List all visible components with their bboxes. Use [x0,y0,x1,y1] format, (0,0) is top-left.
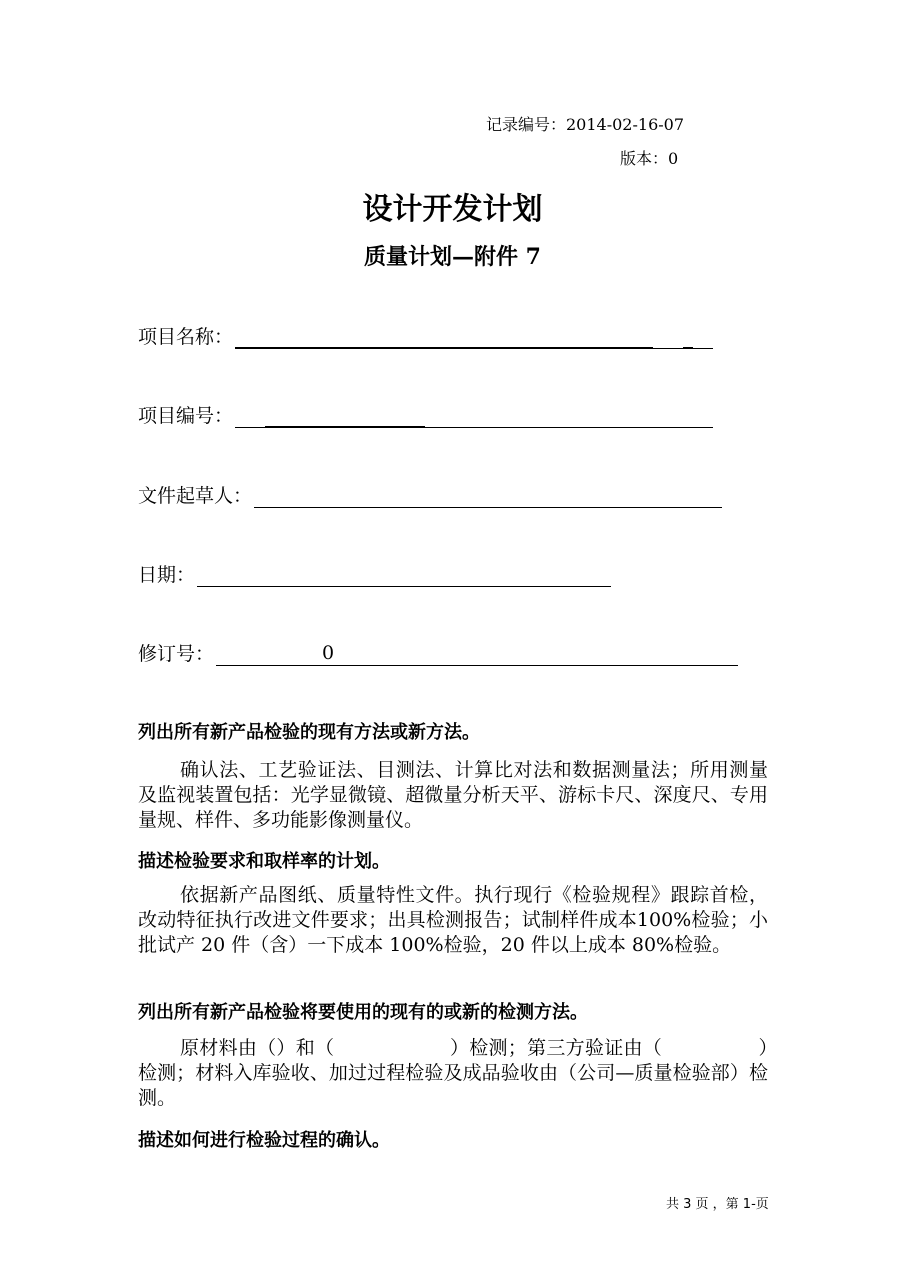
drafter-field [138,481,722,508]
date-line [197,564,611,587]
document-title: 设计开发计划 [362,192,543,227]
revision-line [216,643,738,666]
section-body-3: 原材料由（）和（ ）检测；第三方验证由（ ）检测；材料入库验收、加过过程检验及成品验收由（公司—质量检验部）检测。 [138,1037,768,1109]
project-name-line [235,326,713,349]
record-number: 记录编号：2014-02-16-07 [486,115,685,134]
project-name-label: 项目名称： [138,326,234,348]
date-field [138,560,611,587]
page-footer: 共 3 页 ，第 1-页 [666,1197,769,1212]
project-number-label: 项目编号： [138,405,234,427]
section-heading-3: 列出所有新产品检验将要使用的现有的或新的检测方法。 [138,1002,588,1023]
document-subtitle: 质量计划—附件 7 [364,244,541,270]
project-number-field [138,401,713,428]
version: 版本：0 [620,149,679,168]
section-heading-1: 列出所有新产品检验的现有方法或新方法。 [138,722,480,743]
section-heading-2: 描述检验要求和取样率的计划。 [138,851,390,872]
date-label: 日期： [138,564,196,586]
revision-field [138,639,738,666]
section-body-1: 确认法、工艺验证法、目测法、计算比对法和数据测量法；所用测量及监视装置包括：光学显微镜、超微量分析天平、游标卡尺、深度尺、专用量规、样件、多功能影像测量仪。 [138,759,768,831]
drafter-line [254,485,722,508]
project-number-line [235,405,713,428]
project-name-field [138,322,713,349]
revision-label: 修订号： [138,643,215,665]
section-heading-4: 描述如何进行检验过程的确认。 [138,1130,390,1151]
drafter-label: 文件起草人： [138,485,253,507]
revision-value: 0 [322,642,335,664]
section-body-2: 依据新产品图纸、质量特性文件。执行现行《检验规程》跟踪首检，改动特征执行改进文件要求；出具检测报告；试制样件成本100%检验；小批试产 20 件（含）一下成本 100%检验，20 件以上成本 80%检验。 [138,884,768,956]
